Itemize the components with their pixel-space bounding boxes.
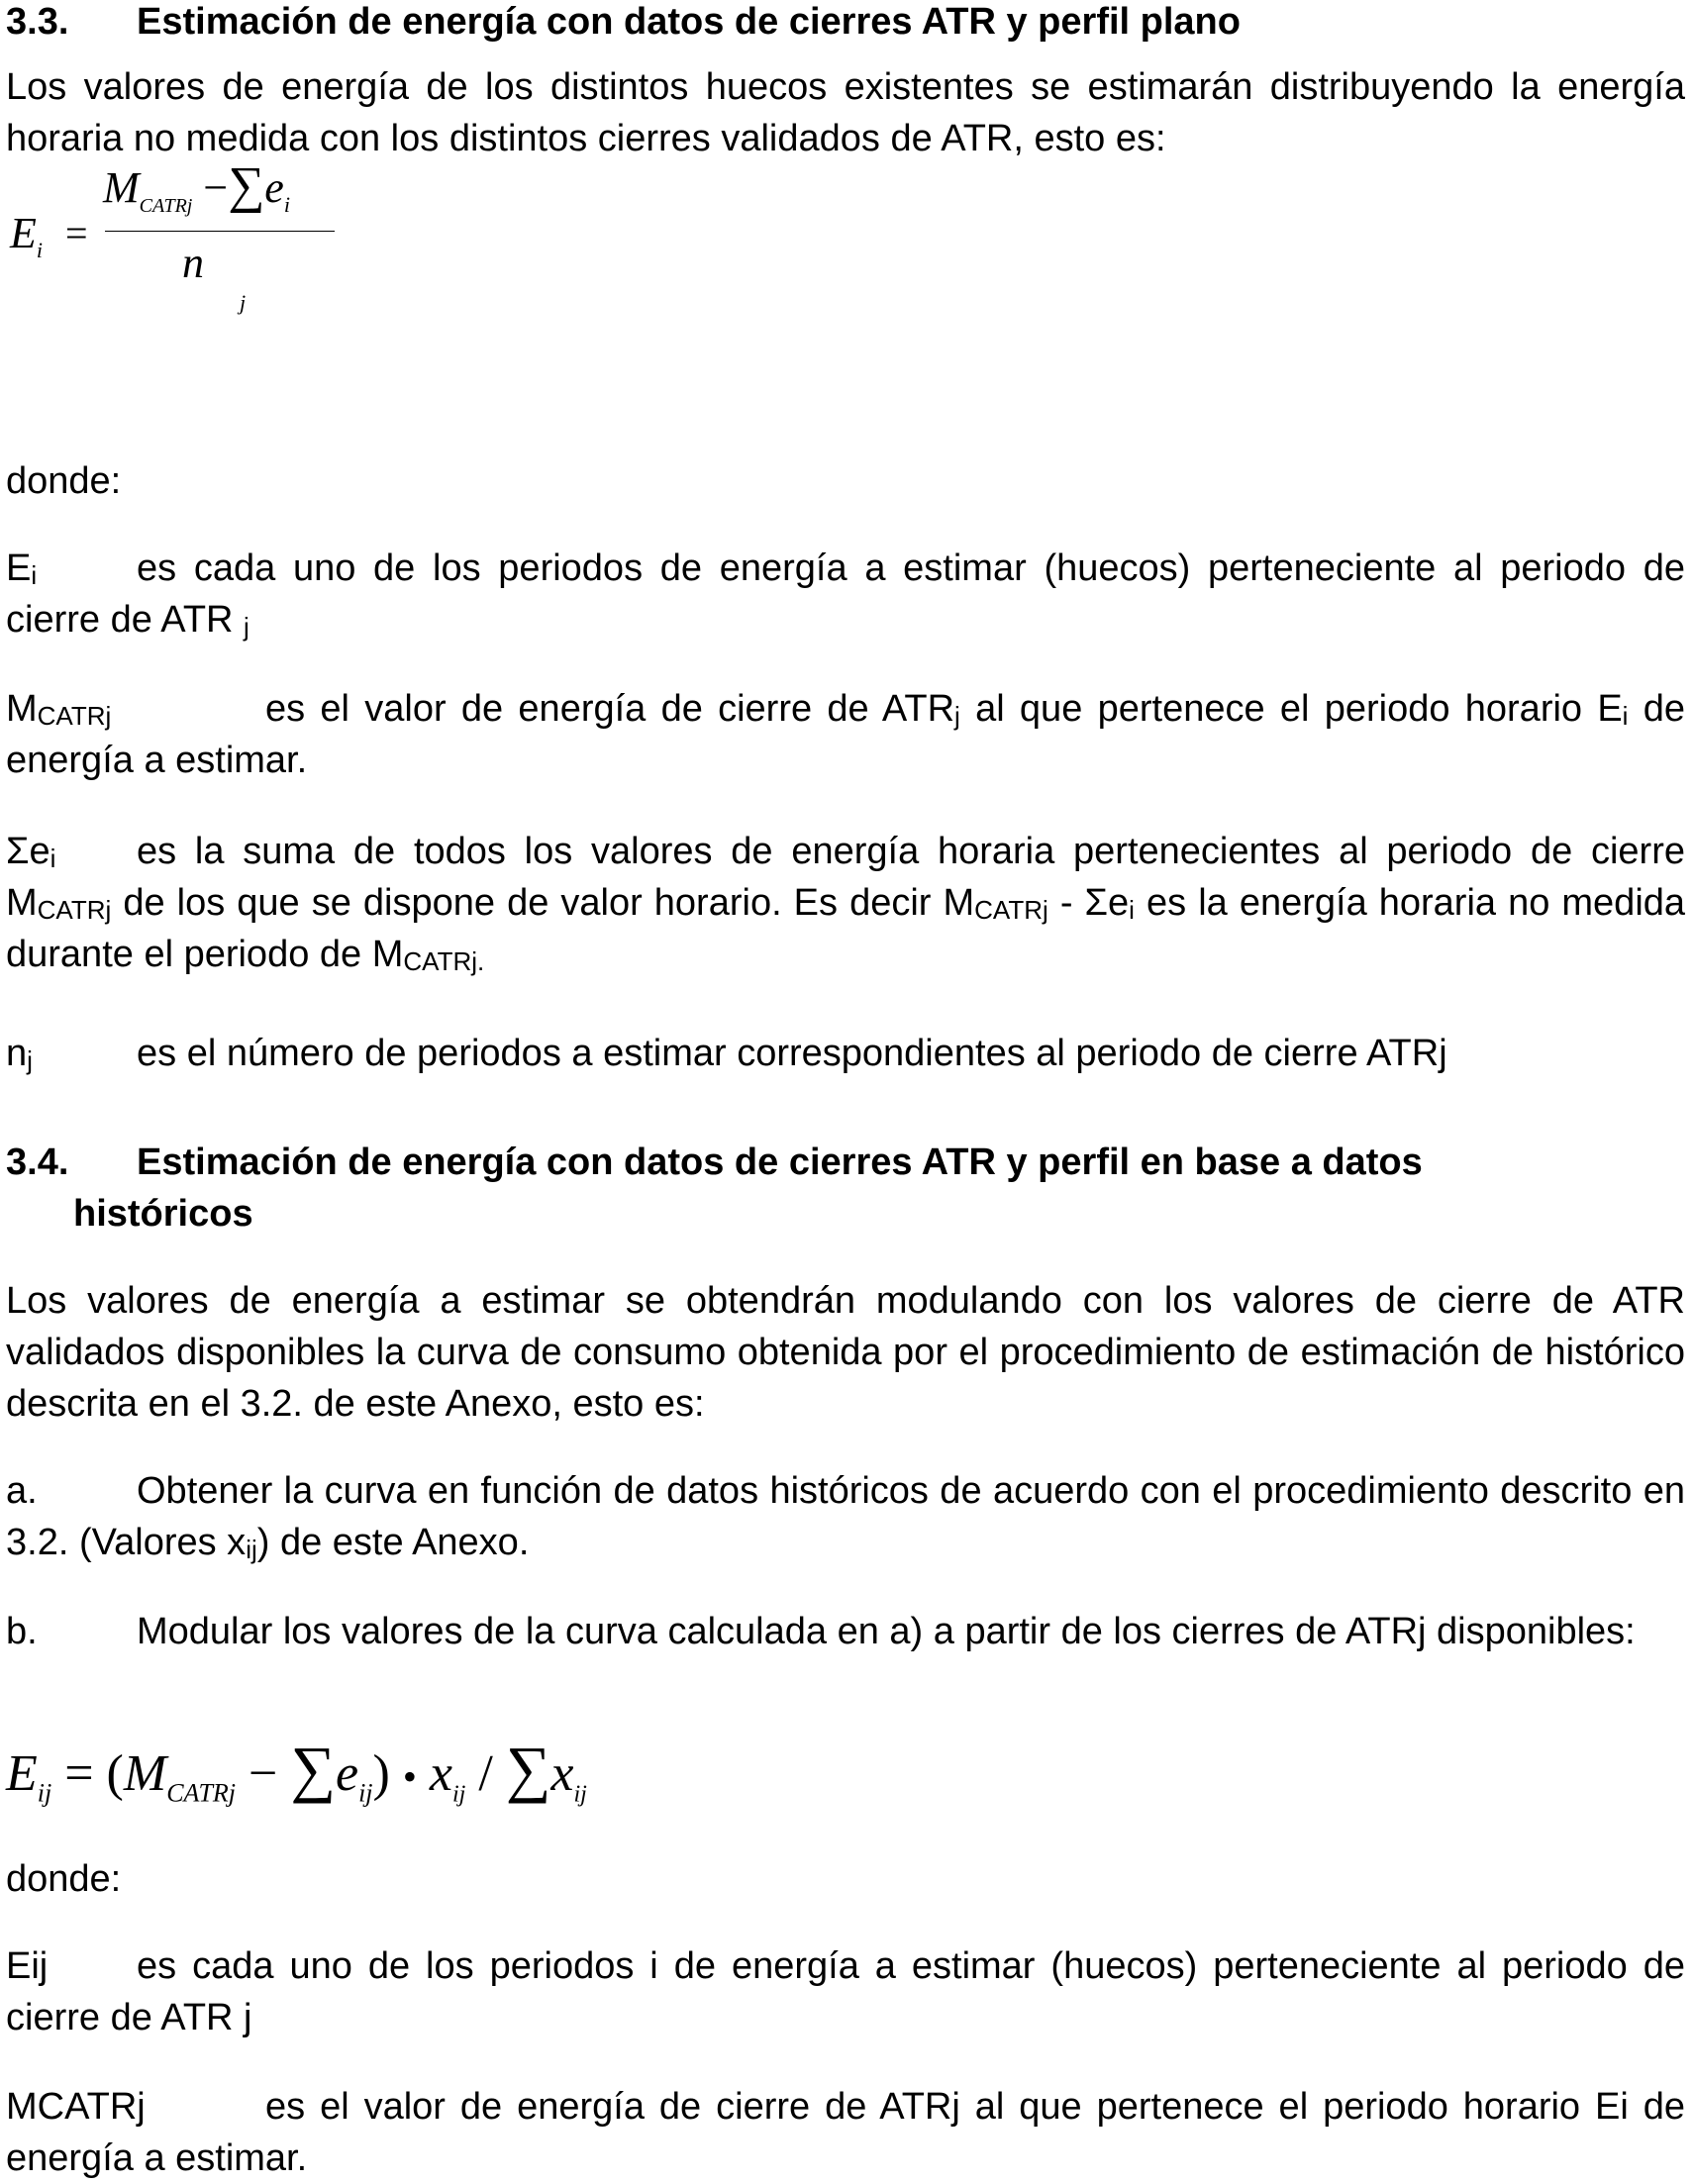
definition-mcatrj: $M_{CATRj}$ es el valor de energía de cierre de $ATR_j$ al que pertenece el periodo horario $E_i$ de energía a estimar. bbox=[6, 683, 1685, 786]
formula-equals: = bbox=[65, 211, 88, 255]
section-number: 3.3. bbox=[6, 1, 69, 43]
step-b: b. Modular los valores de la curva calculada en a) a partir de los cierres de ATRj disponibles: bbox=[6, 1606, 1685, 1657]
where-label-2: donde: bbox=[6, 1858, 122, 1900]
section-3-3-intro: Los valores de energía de los distintos huecos existentes se estimarán distribuyendo la energía horaria no medida con los distintos cierres validados de ATR, esto es: bbox=[6, 66, 1685, 159]
definition-term: $n_j$ bbox=[6, 1033, 33, 1075]
step-a: a. Obtener la curva en función de datos históricos de acuerdo con el procedimiento descrito en 3.2. (Valores $x_{ij}$) de este Anexo. bbox=[6, 1465, 1685, 1568]
section-number: 3.4. bbox=[6, 1142, 69, 1183]
definition-mcatrj-2: MCATRj es el valor de energía de cierre de ATRj al que pertenece el periodo horario Ei de energía a estimar. bbox=[6, 2081, 1685, 2184]
definition-term: $M_{CATRj}$ bbox=[6, 688, 112, 731]
formula-ei bbox=[6, 149, 290, 315]
formula-lhs: $E_i$ bbox=[10, 209, 44, 262]
formula-denominator: n bbox=[182, 239, 204, 287]
definition-term: $E_i$ bbox=[6, 547, 38, 590]
section-title: Estimación de energía con datos de cierres ATR y perfil plano bbox=[137, 1, 1241, 43]
where-label-1: donde: bbox=[6, 460, 122, 502]
step-label: a. bbox=[6, 1470, 38, 1512]
definition-nj: $n_j$ es el número de periodos a estimar correspondientes al periodo de cierre ATRj bbox=[6, 1028, 1685, 1079]
section-3-4-heading bbox=[6, 1137, 1423, 1240]
definition-term: MCATRj bbox=[6, 2086, 146, 2128]
fraction-bar bbox=[105, 231, 335, 232]
definition-eij: Eij es cada uno de los periodos i de energía a estimar (huecos) perteneciente al periodo de cierre de ATR j bbox=[6, 1940, 1685, 2043]
section-3-4-intro: Los valores de energía a estimar se obtendrán modulando con los valores de cierre de ATR validados disponibles la curva de consumo obtenida por el procedimiento de estimación de histórico descrita en el 3.2. de este Anexo, esto es: bbox=[6, 1280, 1685, 1425]
step-label: b. bbox=[6, 1611, 38, 1652]
definition-term: $\Sigma e_i$ bbox=[6, 831, 56, 873]
formula-denominator-sub: j bbox=[240, 290, 247, 315]
definition-sum-ei: $\Sigma e_i$ es la suma de todos los valores de energía horaria pertenecientes al periodo de cierre $M_{CATRj}$ de los que se dispone de valor horario. Es decir $M_{CATRj} - \Sigma e_i$ es la energía horaria no medida durante el periodo de $M_{CATRj.}$ bbox=[6, 826, 1685, 980]
formula-eij: $E_{ij} = (M_{CATRj} - \sum e_{ij})$ • $x_{ij} / \sum x_{ij}$ bbox=[6, 1734, 587, 1808]
section-title-line2: históricos bbox=[73, 1193, 253, 1235]
formula-numerator: $M_{CATRj} -\sum e_i$ bbox=[103, 157, 290, 217]
section-title: Estimación de energía con datos de cierres ATR y perfil en base a datos bbox=[137, 1142, 1423, 1183]
definition-term: Eij bbox=[6, 1945, 49, 1987]
definition-ei: $E_i$ es cada uno de los periodos de energía a estimar (huecos) perteneciente al periodo de cierre de ATR $_j$ bbox=[6, 543, 1685, 645]
section-3-3-heading bbox=[6, 0, 1241, 48]
